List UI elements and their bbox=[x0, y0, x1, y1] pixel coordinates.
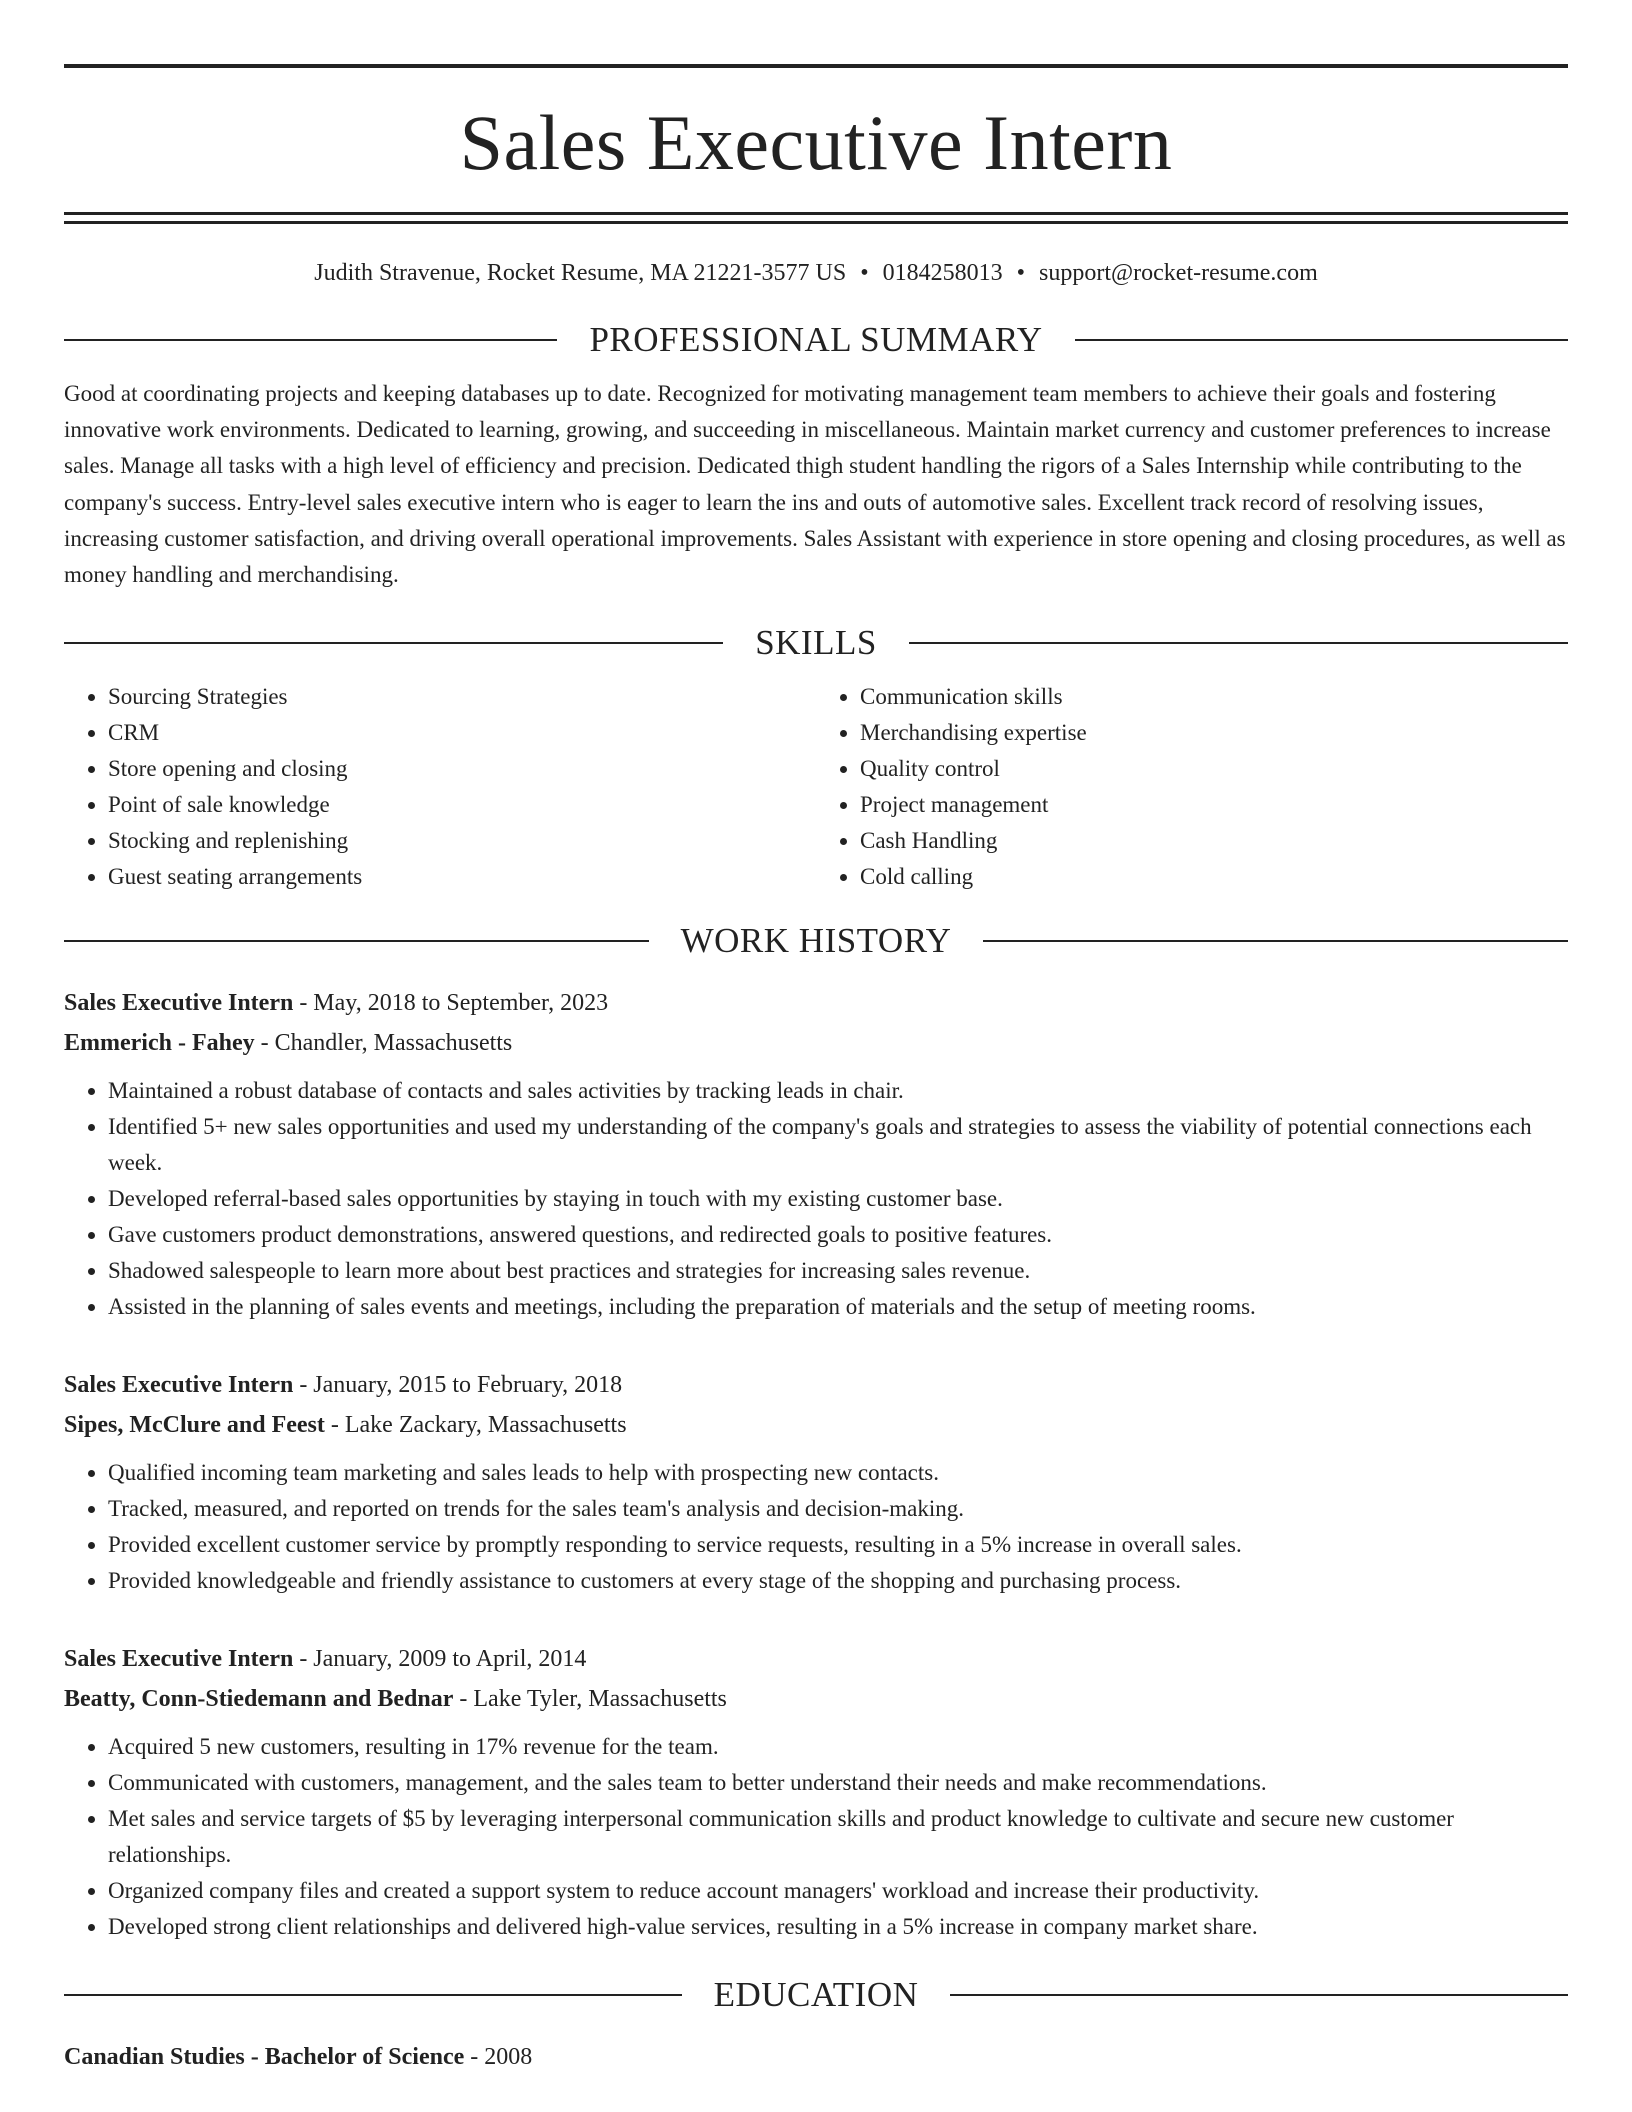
skills-heading: SKILLS bbox=[755, 623, 877, 663]
summary-heading-row bbox=[64, 320, 1568, 360]
job-bullet: • Provided knowledgeable and friendly assistance to customers at every stage of the shopping and purchasing process. bbox=[108, 1563, 1568, 1599]
job-location: - Chandler, Massachusetts bbox=[254, 1030, 513, 1057]
job-title: Sales Executive Intern bbox=[64, 1372, 294, 1399]
job-entry bbox=[64, 983, 1568, 1325]
skill-item: • Point of sale knowledge bbox=[108, 787, 816, 823]
job-title-line bbox=[64, 1365, 1568, 1405]
skill-item: • Sourcing Strategies bbox=[108, 679, 816, 715]
job-bullet: • Assisted in the planning of sales events and meetings, including the preparation of materials and the setup of meeting rooms. bbox=[108, 1289, 1568, 1325]
skill-item: • Cold calling bbox=[860, 859, 1568, 895]
skills-heading-row bbox=[64, 623, 1568, 663]
job-entry bbox=[64, 1639, 1568, 1945]
job-location: - Lake Zackary, Massachusetts bbox=[324, 1412, 627, 1439]
job-title: Sales Executive Intern bbox=[64, 1646, 294, 1673]
contact-line bbox=[64, 258, 1568, 288]
heading-rule-left bbox=[64, 339, 557, 341]
education-year: - 2008 bbox=[464, 2044, 533, 2071]
job-bullet: • Acquired 5 new customers, resulting in 17% revenue for the team. bbox=[108, 1729, 1568, 1765]
job-bullet: • Developed referral-based sales opportunities by staying in touch with my existing customer base. bbox=[108, 1181, 1568, 1217]
job-entry bbox=[64, 1365, 1568, 1599]
job-dates: - January, 2015 to February, 2018 bbox=[293, 1372, 623, 1399]
contact-email: support@rocket-resume.com bbox=[1039, 260, 1318, 286]
heading-rule-right bbox=[983, 940, 1568, 942]
job-bullet: • Maintained a robust database of contacts and sales activities by tracking leads in chair. bbox=[108, 1073, 1568, 1109]
job-title: Sales Executive Intern bbox=[64, 990, 294, 1017]
job-company-line bbox=[64, 1023, 1568, 1063]
job-bullet: • Shadowed salespeople to learn more about best practices and strategies for increasing sales revenue. bbox=[108, 1253, 1568, 1289]
work-heading-row bbox=[64, 921, 1568, 961]
job-company-line bbox=[64, 1679, 1568, 1719]
education-degree: Canadian Studies - Bachelor of Science bbox=[64, 2044, 465, 2071]
summary-text: Good at coordinating projects and keeping databases up to date. Recognized for motivating management team members to achieve their goals and fostering innovative work environments. Dedicated to learning, growing, and succeeding in miscellaneous. Maintain market currency and customer preferences to increase sales. Manage all tasks with a high level of efficiency and precision. Dedicated thigh student handling the rigors of a Sales Internship while contributing to the company's success. Entry-level sales executive intern who is eager to learn the ins and outs of automotive sales. Excellent track record of resolving issues, increasing customer satisfaction, and driving overall operational improvements. Sales Assistant with experience in store opening and closing procedures, as well as money handling and merchandising. bbox=[64, 381, 1566, 588]
skill-item: • Merchandising expertise bbox=[860, 715, 1568, 751]
education-heading: EDUCATION bbox=[713, 1975, 919, 2015]
summary-heading: PROFESSIONAL SUMMARY bbox=[589, 320, 1043, 359]
skills-list-left bbox=[64, 679, 816, 895]
job-company: Beatty, Conn-Stiedemann and Bednar bbox=[64, 1686, 454, 1713]
contact-separator: • bbox=[1016, 260, 1026, 286]
skills-columns bbox=[64, 679, 1568, 895]
job-company: Emmerich - Fahey bbox=[64, 1030, 255, 1057]
job-company: Sipes, McClure and Feest bbox=[64, 1412, 325, 1439]
contact-separator: • bbox=[860, 260, 869, 286]
skill-item: • Project management bbox=[860, 787, 1568, 823]
skill-item: • Quality control bbox=[860, 751, 1568, 787]
education-heading-row bbox=[64, 1975, 1568, 2015]
top-rule bbox=[64, 64, 1568, 68]
skill-item: • Store opening and closing bbox=[108, 751, 816, 787]
job-bullet: • Identified 5+ new sales opportunities and used my understanding of the company's goals and strategies to assess the viability of potential connections each week. bbox=[108, 1109, 1568, 1181]
heading-rule-right bbox=[909, 642, 1568, 644]
skill-item: • Cash Handling bbox=[860, 823, 1568, 859]
job-company-line bbox=[64, 1405, 1568, 1445]
job-title-line bbox=[64, 983, 1568, 1023]
job-bullet: • Qualified incoming team marketing and sales leads to help with prospecting new contacts. bbox=[108, 1455, 1568, 1491]
heading-rule-left bbox=[64, 1994, 682, 1996]
skill-item: • Stocking and replenishing bbox=[108, 823, 816, 859]
title-double-rule bbox=[64, 212, 1568, 224]
job-bullets bbox=[64, 1729, 1568, 1945]
skills-list-right bbox=[816, 679, 1568, 895]
job-dates: - May, 2018 to September, 2023 bbox=[293, 990, 609, 1017]
job-bullet: • Gave customers product demonstrations, answered questions, and redirected goals to positive features. bbox=[108, 1217, 1568, 1253]
contact-address: Judith Stravenue, Rocket Resume, MA 21221-3577 US bbox=[314, 260, 847, 286]
job-bullet: • Met sales and service targets of $5 by leveraging interpersonal communication skills and product knowledge to cultivate and secure new customer relationships. bbox=[108, 1801, 1568, 1873]
work-heading: WORK HISTORY bbox=[680, 921, 952, 961]
job-bullet: • Communicated with customers, management, and the sales team to better understand their needs and make recommendations. bbox=[108, 1765, 1568, 1801]
job-bullet: • Organized company files and created a support system to reduce account managers' workload and increase their productivity. bbox=[108, 1873, 1568, 1909]
job-location: - Lake Tyler, Massachusetts bbox=[453, 1686, 727, 1713]
job-bullet: • Tracked, measured, and reported on trends for the sales team's analysis and decision-making. bbox=[108, 1491, 1568, 1527]
heading-rule-left bbox=[64, 940, 649, 942]
heading-rule-right bbox=[1075, 339, 1568, 341]
job-title-line bbox=[64, 1639, 1568, 1679]
job-bullets bbox=[64, 1073, 1568, 1325]
heading-rule-right bbox=[950, 1994, 1568, 1996]
job-dates: - January, 2009 to April, 2014 bbox=[293, 1646, 587, 1673]
contact-phone: 0184258013 bbox=[882, 260, 1003, 286]
job-bullets bbox=[64, 1455, 1568, 1599]
skill-item: • Guest seating arrangements bbox=[108, 859, 816, 895]
skill-item: • Communication skills bbox=[860, 679, 1568, 715]
skill-item: • CRM bbox=[108, 715, 816, 751]
education-entry bbox=[64, 2037, 1568, 2077]
job-bullet: • Provided excellent customer service by promptly responding to service requests, resulting in a 5% increase in overall sales. bbox=[108, 1527, 1568, 1563]
job-bullet: • Developed strong client relationships and delivered high-value services, resulting in a 5% increase in company market share. bbox=[108, 1909, 1568, 1945]
heading-rule-left bbox=[64, 642, 723, 644]
resume-title: Sales Executive Intern bbox=[459, 99, 1173, 186]
